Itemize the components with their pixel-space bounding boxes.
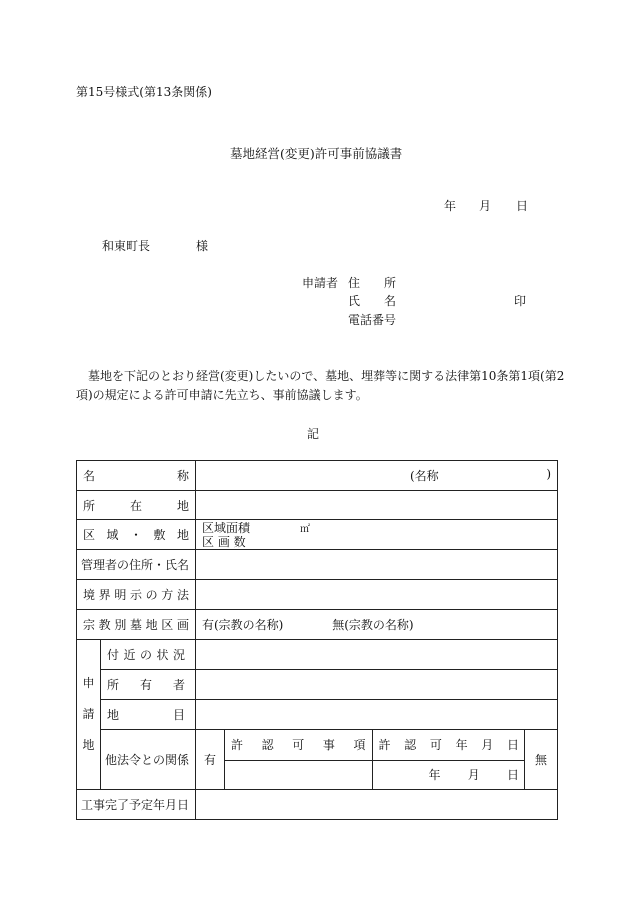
location-value-cell[interactable] — [196, 491, 558, 520]
permit-year: 年 — [428, 768, 441, 783]
land-char: 地 — [107, 708, 120, 722]
manager-value-cell[interactable] — [196, 550, 558, 580]
site-char: 申 — [82, 676, 95, 690]
boundary-value-cell[interactable] — [196, 580, 558, 610]
name-label-char: 名 — [83, 469, 96, 483]
boundary-char: 法 — [176, 588, 189, 602]
row-name — [77, 461, 558, 491]
location-char: 所 — [83, 498, 96, 513]
nearby-char: 付 — [107, 648, 120, 662]
permit-matters-char: 許 — [231, 738, 244, 753]
religious-label-cell — [77, 610, 196, 640]
nearby-char: 近 — [123, 648, 136, 662]
date-month-label: 月 — [479, 199, 492, 213]
row-area — [77, 520, 558, 550]
area-value-cell[interactable] — [196, 520, 558, 550]
area-char: 敷 — [153, 528, 166, 542]
land-char: 目 — [172, 708, 185, 722]
plot-count-label: 区 画 数 — [202, 534, 246, 549]
row-boundary — [77, 580, 558, 610]
area-char: ・ — [129, 528, 142, 542]
permit-header-row — [225, 730, 525, 760]
name-value-open: (名称 — [410, 469, 439, 483]
row-manager — [77, 550, 558, 580]
religious-char: 墓 — [129, 618, 142, 632]
row-location — [77, 491, 558, 520]
area-char: 地 — [176, 528, 189, 542]
name-label-1: 氏 — [348, 294, 361, 308]
area-char: 区 — [83, 528, 96, 542]
religious-char: 教 — [98, 618, 111, 632]
phone-label: 電話番号 — [348, 313, 397, 327]
boundary-char: 界 — [98, 588, 111, 602]
location-label-cell — [77, 491, 196, 520]
boundary-label-cell — [77, 580, 196, 610]
land-value-cell[interactable] — [196, 700, 558, 730]
address-label-1: 住 — [348, 276, 361, 290]
permit-day: 日 — [506, 768, 519, 783]
addressee-honorific: 様 — [196, 239, 209, 253]
religious-no-option: 無(宗教の名称) — [332, 618, 414, 632]
religious-char: 別 — [114, 618, 127, 632]
name-value-close: ) — [546, 467, 551, 481]
boundary-char: 方 — [161, 588, 174, 602]
name-label-cell — [77, 461, 196, 491]
name-label-char: 称 — [176, 469, 189, 483]
permit-month: 月 — [467, 768, 480, 783]
religious-char: 画 — [176, 618, 189, 632]
record-heading: 記 — [307, 427, 320, 441]
permit-matters-char: 可 — [292, 738, 305, 753]
document-title: 墓地経営(変更)許可事前協議書 — [230, 146, 403, 161]
other-law-no-cell: 無 — [525, 730, 558, 790]
completion-value-cell[interactable] — [196, 790, 558, 820]
permit-matters-header — [225, 730, 372, 760]
nearby-char: 況 — [172, 648, 185, 662]
body-text-line-1: 墓地を下記のとおり経営(変更)したいので、墓地、埋葬等に関する法律第10条第1項(第2 — [88, 369, 565, 383]
nearby-char: の — [139, 648, 152, 662]
owner-label-cell — [101, 670, 196, 700]
permit-subtable-cell — [225, 730, 525, 790]
permit-matters-char: 項 — [353, 738, 366, 753]
permit-date-char: 許 — [378, 738, 391, 753]
manager-label-cell: 管理者の住所・氏名 — [77, 550, 196, 580]
row-owner — [77, 670, 558, 700]
owner-char: 有 — [139, 678, 152, 692]
boundary-char: 明 — [114, 588, 127, 602]
owner-char: 所 — [107, 678, 120, 692]
date-year-label: 年 — [444, 199, 457, 213]
boundary-char: 境 — [83, 588, 96, 602]
area-unit: ㎡ — [300, 523, 311, 535]
permit-date-char: 月 — [481, 738, 494, 753]
permit-matters-value[interactable] — [225, 760, 372, 789]
religious-char: 宗 — [83, 618, 96, 632]
permit-date-char: 認 — [404, 738, 417, 753]
area-label-cell — [77, 520, 196, 550]
site-vertical-label — [77, 640, 101, 790]
name-value-cell[interactable] — [196, 461, 558, 491]
name-label-2: 名 — [384, 294, 397, 308]
owner-char: 者 — [172, 678, 185, 692]
row-land — [77, 700, 558, 730]
religious-yes-option: 有(宗教の名称) — [202, 618, 284, 632]
permit-matters-char: 事 — [322, 738, 335, 753]
nearby-label-cell — [101, 640, 196, 670]
row-other-law — [77, 730, 558, 790]
form-number: 第15号様式(第13条関係) — [76, 85, 212, 99]
permit-date-char: 日 — [506, 738, 519, 753]
boundary-char: の — [145, 588, 158, 602]
permit-date-char: 可 — [429, 738, 442, 753]
body-text-line-2: 項)の規定による許可申請に先立ち、事前協議します。 — [76, 388, 368, 402]
owner-value-cell[interactable] — [196, 670, 558, 700]
completion-label-cell: 工事完了予定年月日 — [77, 790, 196, 820]
site-char: 地 — [82, 738, 95, 752]
religious-value-cell[interactable] — [196, 610, 558, 640]
applicant-label: 申請者 — [302, 276, 339, 290]
permit-value-row — [225, 760, 525, 789]
location-char: 在 — [129, 498, 142, 513]
permit-date-header — [372, 730, 525, 760]
row-completion — [77, 790, 558, 820]
boundary-char: 示 — [129, 588, 142, 602]
location-char: 地 — [176, 498, 189, 513]
seal-mark: 印 — [514, 294, 527, 308]
permit-date-value[interactable] — [372, 760, 525, 789]
permit-subtable — [225, 730, 525, 789]
area-char: 域 — [106, 528, 119, 542]
religious-char: 地 — [145, 618, 158, 632]
area-size-label: 区域面積 — [202, 520, 251, 535]
application-table — [76, 460, 558, 820]
permit-date-char: 年 — [455, 738, 468, 753]
permit-matters-char: 認 — [261, 738, 274, 753]
address-label-2: 所 — [384, 276, 397, 290]
other-law-label-cell: 他法令との関係 — [101, 730, 196, 790]
addressee-name: 和東町長 — [102, 239, 151, 253]
nearby-value-cell[interactable] — [196, 640, 558, 670]
site-char: 請 — [82, 707, 95, 721]
nearby-char: 状 — [156, 648, 169, 662]
date-day-label: 日 — [516, 199, 529, 213]
row-religious — [77, 610, 558, 640]
row-nearby — [77, 640, 558, 670]
land-label-cell — [101, 700, 196, 730]
religious-char: 区 — [161, 618, 174, 632]
other-law-yes-cell: 有 — [196, 730, 225, 790]
